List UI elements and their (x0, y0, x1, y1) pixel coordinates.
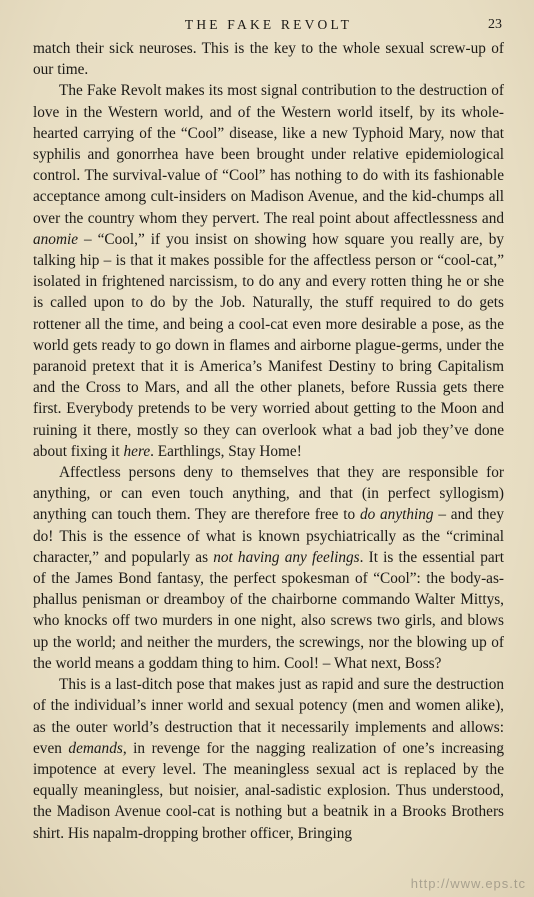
body-text (33, 38, 504, 844)
text-run: . Earthlings, Stay Home! (150, 442, 302, 460)
text-run: This is a last-ditch pose that makes just as rapid and sure the destruction of the individual’s inner world and sexual potency (men and women alike), as the outer world’s destruction that it necessarily implements and allows: even (33, 676, 504, 757)
text-run: – “Cool,” if you insist on showing how square you really are, by talking hip – is that it makes possible for the affectless person or “cool-cat,” isolated in frightened narcissism, to do any and every rotten thing he or she is called upon to do by the Job. Naturally, the stuff required to do gets rottener all the time, and being a cool-cat even more desirable a pose, as the world gets ready to go down in flames and airborne plague-germs, under the paranoid pretext that it is America’s Manifest Destiny to bring Capitalism and the Cross to Mars, and all the other planets, before Russia gets there first. Everybody pretends to be very worried about getting to the Moon and ruining it there, mostly so they can overlook what a bad job they’ve done about fixing it (33, 230, 504, 460)
italic-emphasis: demands (68, 739, 123, 757)
watermark-url: http://www.eps.tc (410, 876, 526, 891)
text-run: , in revenge for the nagging realization of one’s increasing impotence at every level. The meaningless sexual act is replaced by the equally meaningless, but noisier, anal-sadistic explosion. Thus understood, the Madison Avenue cool-cat is nothing but a beatnik in a Brooks Brothers shirt. His napalm-dropping brother officer, Bringing (33, 739, 505, 842)
paragraph (33, 674, 504, 844)
paragraph (33, 462, 504, 674)
text-run: match their sick neuroses. This is the key to the whole sexual screw-up of our time. (33, 40, 504, 79)
paragraph (33, 80, 504, 462)
italic-emphasis: not having any feelings (213, 548, 360, 566)
italic-emphasis: here (123, 442, 151, 460)
text-run: The Fake Revolt makes its most signal contribution to the destruction of love in the Western world, and of the Western world itself, by its whole-hearted carrying of the “Cool” disease, like a new Typhoid Mary, now that syphilis and gonorrhea have been brought under relative epidemiological control. The survival-value of “Cool” has nothing to do with its fashionable acceptance among cult-insiders on Madison Avenue, and the kid-chumps all over the country whom they pervert. The real point about affectlessness and (33, 82, 504, 227)
italic-emphasis: anomie (33, 230, 79, 248)
page-header (33, 14, 504, 38)
paragraph (33, 38, 504, 80)
running-title: THE FAKE REVOLT (184, 17, 353, 32)
italic-emphasis: do anything (359, 506, 434, 524)
text-run: Affectless persons deny to themselves that they are responsible for anything, or can even touch anything, and that (in perfect syllogism) anything can touch them. They are therefore free to (33, 464, 504, 524)
page-number: 23 (488, 17, 502, 32)
text-run: . It is the essential part of the James Bond fantasy, the perfect spokesman of “Cool”: the body-as-phallus penisman or dreamboy of the chairborne commando Walter Mittys, who knocks off two murders in one night, also screws two girls, and blows up the world; and neither the murders, the screwings, nor the blowing up of the world means a goddam thing to him. Cool! – What next, Boss? (33, 548, 504, 672)
text-run: – and they do! This is the essence of what is known psychiatrically as the “criminal character,” and popularly as (33, 506, 504, 566)
